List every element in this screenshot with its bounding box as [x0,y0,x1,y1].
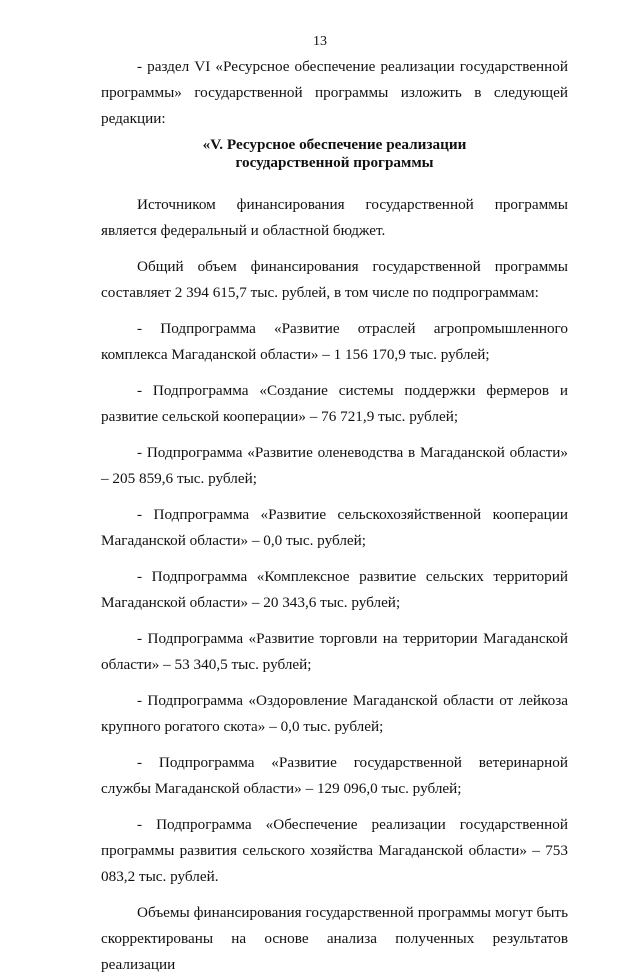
paragraph-subprogram-implementation: - Подпрограмма «Обеспечение реализации государственной программы развития сельского хозяйства Магаданской области» – 753 083,2 тыс. рублей. [101,816,568,885]
paragraph-total-funding: Общий объем финансирования государственной программы составляет 2 394 615,7 тыс. рублей, в том числе по подпрограммам: [101,258,568,301]
paragraph-subprogram-reindeer: - Подпрограмма «Развитие оленеводства в Магаданской области» – 205 859,6 тыс. рублей; [101,444,568,487]
paragraph-funding-source: Источником финансирования государственной программы является федеральный и областной бюджет. [101,196,568,239]
paragraph-subprogram-cooperation: - Подпрограмма «Развитие сельскохозяйственной кооперации Магаданской области» – 0,0 тыс. рублей; [101,506,568,549]
paragraph-subprogram-veterinary: - Подпрограмма «Развитие государственной ветеринарной службы Магаданской области» – 129 096,0 тыс. рублей; [101,754,568,797]
section-heading-line-1: «V. Ресурсное обеспечение реализации [202,136,467,153]
paragraph-subprogram-farmers: - Подпрограмма «Создание системы поддержки фермеров и развитие сельской кооперации» – 76 721,9 тыс. рублей; [101,382,568,425]
page-number: 13 [313,34,327,49]
paragraph-subprogram-trade: - Подпрограмма «Развитие торговли на территории Магаданской области» – 53 340,5 тыс. рублей; [101,630,568,673]
section-heading-line-2: государственной программы [235,154,434,171]
section-heading [101,136,568,172]
paragraph-subprogram-leukosis: - Подпрограмма «Оздоровление Магаданской области от лейкоза крупного рогатого скота» – 0,0 тыс. рублей; [101,692,568,735]
paragraph-subprogram-agro-complex: - Подпрограмма «Развитие отраслей агропромышленного комплекса Магаданской области» – 1 156 170,9 тыс. рублей; [101,320,568,363]
intro-paragraph: - раздел VI «Ресурсное обеспечение реализации государственной программы» государственной программы изложить в следующей редакции: [101,58,568,127]
document-body [101,54,568,978]
paragraph-subprogram-rural-territories: - Подпрограмма «Комплексное развитие сельских территорий Магаданской области» – 20 343,6 тыс. рублей; [101,568,568,611]
paragraph-funding-adjustment: Объемы финансирования государственной программы могут быть скорректированы на основе анализа полученных результатов реализации [101,904,568,973]
